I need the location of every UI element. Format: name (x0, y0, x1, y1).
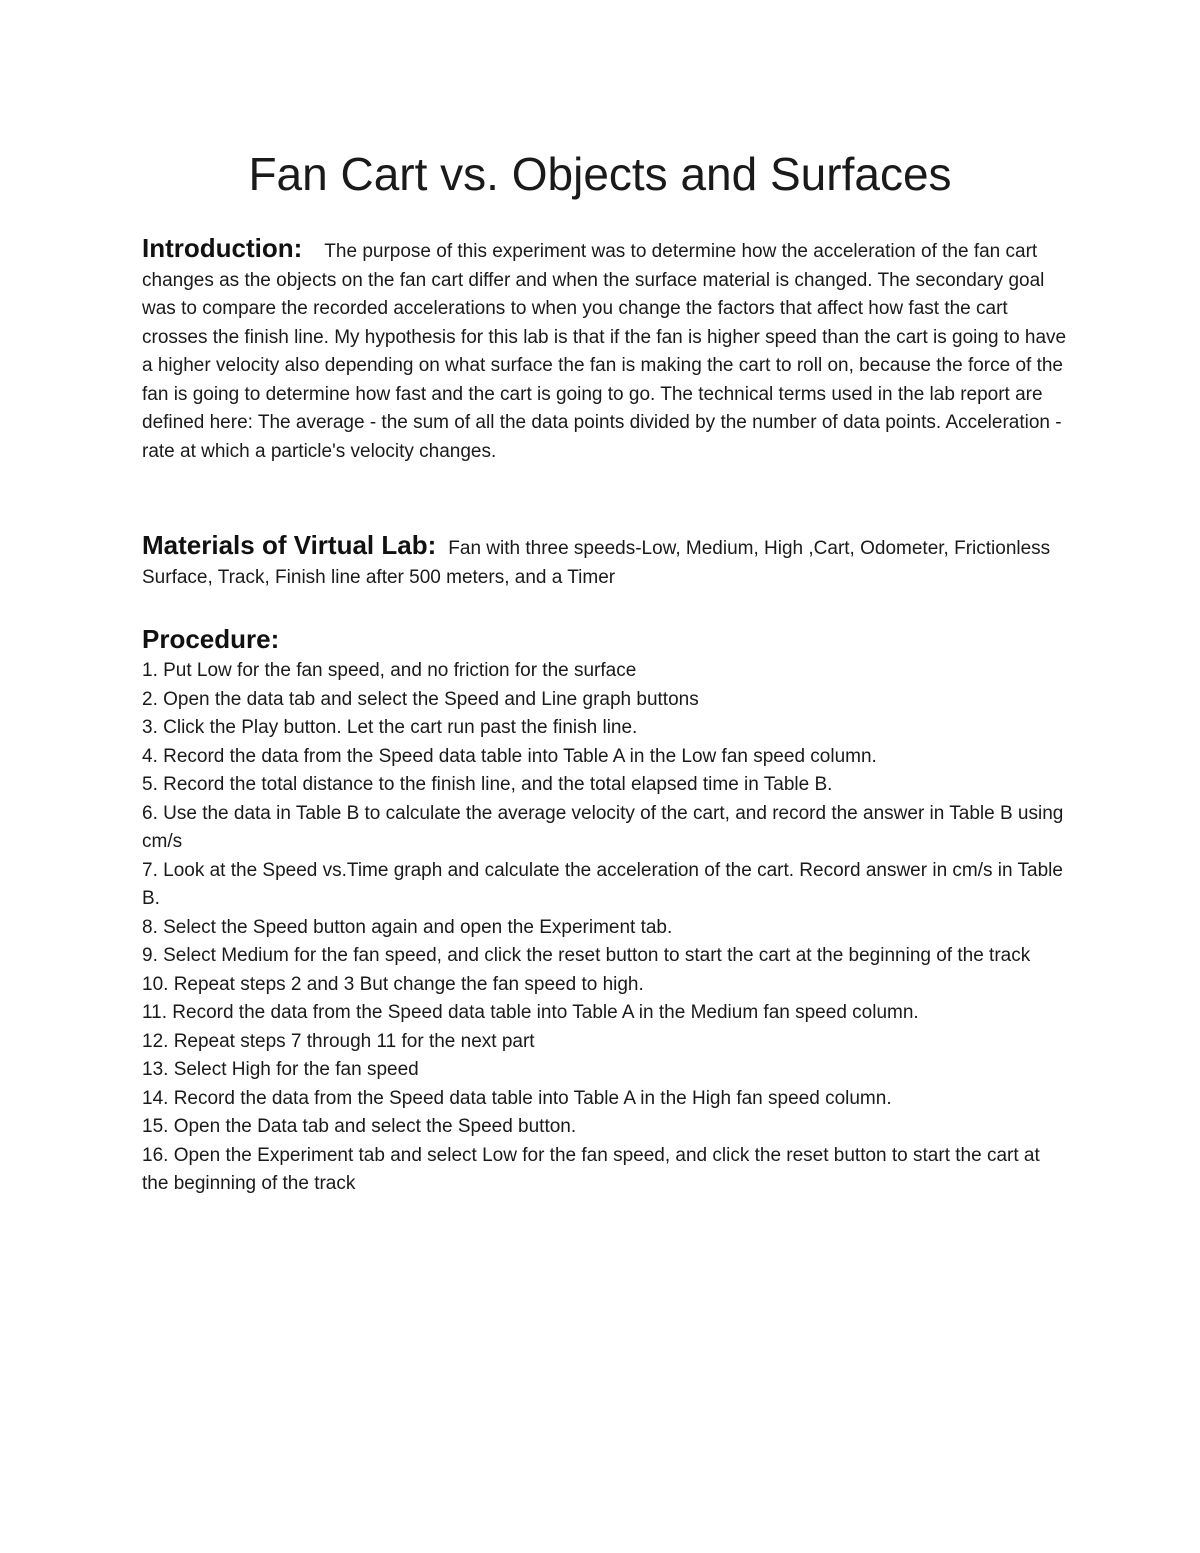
procedure-step: 9. Select Medium for the fan speed, and click the reset button to start the cart at the beginning of the track (142, 945, 1031, 966)
materials-section (142, 531, 1067, 592)
procedure-step: 4. Record the data from the Speed data table into Table A in the Low fan speed column. (142, 745, 877, 767)
procedure-step: 14. Record the data from the Speed data table into Table A in the High fan speed column. (142, 1087, 892, 1109)
procedure-step: 7. Look at the Speed vs.Time graph and calculate the acceleration of the cart. Record answer in cm/s in Table B. (142, 859, 1063, 909)
procedure-step: 3. Click the Play button. Let the cart run past the finish line. (142, 717, 638, 738)
materials-heading: Materials of Virtual Lab: (142, 530, 437, 560)
procedure-steps-list (142, 657, 1067, 1199)
procedure-step: 8. Select the Speed button again and open the Experiment tab. (142, 916, 673, 938)
procedure-step: 5. Record the total distance to the finish line, and the total elapsed time in Table B. (142, 774, 833, 795)
procedure-step: 2. Open the data tab and select the Speed and Line graph buttons (142, 688, 699, 710)
procedure-step: 10. Repeat steps 2 and 3 But change the fan speed to high. (142, 973, 644, 995)
introduction-section (142, 234, 1067, 466)
procedure-section (142, 622, 1067, 1199)
procedure-step: 12. Repeat steps 7 through 11 for the next part (142, 1030, 535, 1052)
procedure-step: 15. Open the Data tab and select the Speed button. (142, 1116, 577, 1137)
introduction-text: The purpose of this experiment was to determine how the acceleration of the fan cart changes as the objects on the fan cart differ and when the surface material is changed. The secondary goal was to compare the recorded accelerations to when you change the factors that affect how fast the cart crosses the finish line. My hypothesis for this lab is that if the fan is higher speed than the cart is going to have a higher velocity also depending on what surface the fan is making the cart to roll on, because the force of the fan is going to determine how fast and the cart is going to go. The technical terms used in the lab report are defined here: The average - the sum of all the data points divided by the number of data points. Acceleration - rate at which a particle's velocity changes. (142, 241, 1067, 462)
procedure-step: 6. Use the data in Table B to calculate the average velocity of the cart, and record the answer in Table B using cm/s (142, 802, 1064, 852)
materials-text: Fan with three speeds-Low, Medium, High ,Cart, Odometer, Frictionless Surface, Track, Finish line after 500 meters, and a Timer (142, 538, 1051, 588)
procedure-heading: Procedure: (142, 624, 280, 654)
procedure-step: 11. Record the data from the Speed data table into Table A in the Medium fan speed column. (142, 1002, 919, 1023)
procedure-step: 13. Select High for the fan speed (142, 1059, 419, 1080)
procedure-step: 16. Open the Experiment tab and select Low for the fan speed, and click the reset button to start the cart at the beginning of the track (142, 1144, 1040, 1194)
procedure-step: 1. Put Low for the fan speed, and no friction for the surface (142, 660, 637, 681)
introduction-heading: Introduction: (142, 233, 303, 263)
document-title: Fan Cart vs. Objects and Surfaces (248, 148, 952, 200)
